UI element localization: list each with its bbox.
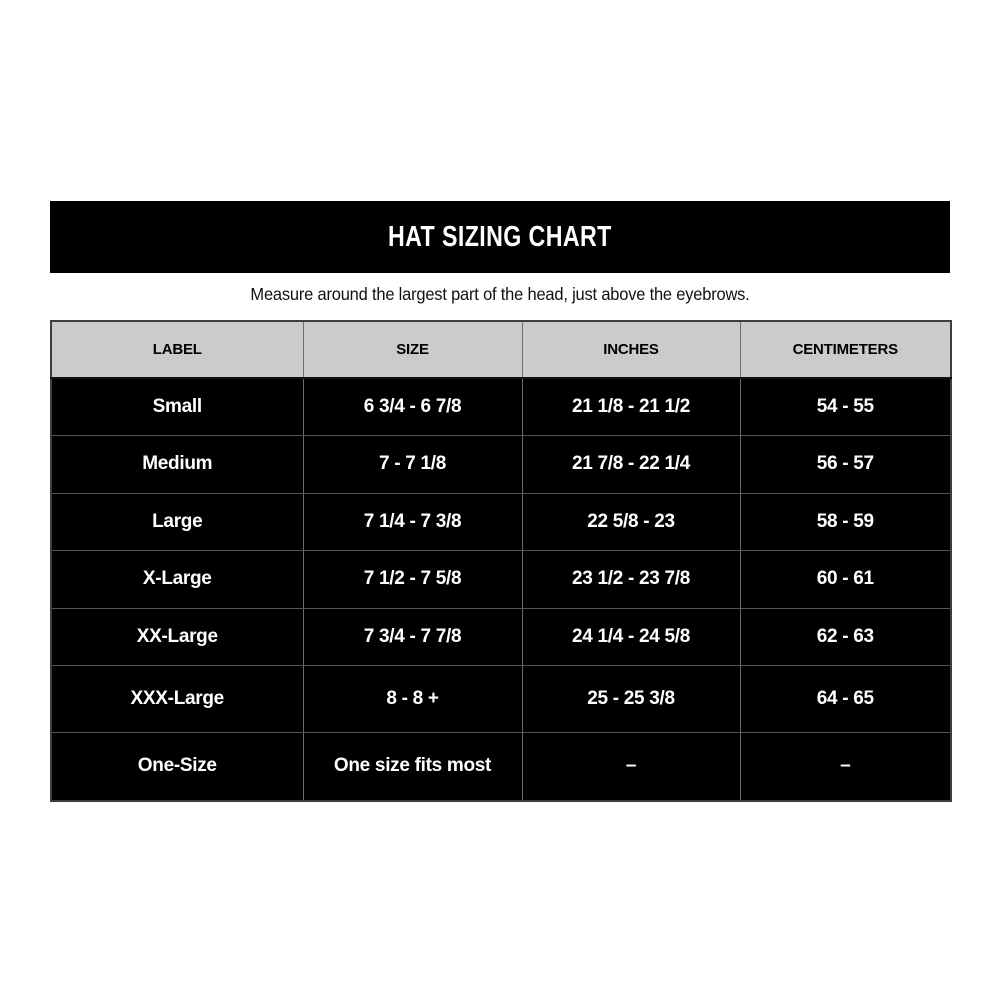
cell-inches: 25 - 25 3/8 [522,666,740,733]
cell-inches: – [522,733,740,801]
hat-size-table [50,320,952,802]
cell-size: 7 1/2 - 7 5/8 [303,551,522,609]
cell-centimeters: 64 - 65 [740,666,951,733]
cell-inches: 24 1/4 - 24 5/8 [522,608,740,666]
cell-label: Small [51,378,303,436]
cell-label: XX-Large [51,608,303,666]
table-header-row [51,321,951,378]
cell-label: Large [51,493,303,551]
cell-label: X-Large [51,551,303,609]
cell-centimeters: 60 - 61 [740,551,951,609]
cell-centimeters: 58 - 59 [740,493,951,551]
header-centimeters: CENTIMETERS [740,321,951,378]
cell-size: 8 - 8 + [303,666,522,733]
table-row-one-size [51,733,951,801]
cell-size: 7 3/4 - 7 7/8 [303,608,522,666]
page-title: HAT SIZING CHART [388,220,612,253]
cell-size: 7 1/4 - 7 3/8 [303,493,522,551]
header-size: SIZE [303,321,522,378]
cell-size: 7 - 7 1/8 [303,436,522,494]
table-row-xxx-large [51,666,951,733]
measure-instruction: Measure around the largest part of the head, just above the eyebrows. [250,284,750,304]
cell-centimeters: – [740,733,951,801]
table-row-x-large [51,551,951,609]
cell-inches: 22 5/8 - 23 [522,493,740,551]
cell-inches: 21 7/8 - 22 1/4 [522,436,740,494]
cell-label: One-Size [51,733,303,801]
cell-size: 6 3/4 - 6 7/8 [303,378,522,436]
table-row-medium [51,436,951,494]
cell-size: One size fits most [303,733,522,801]
table-row-large [51,493,951,551]
cell-label: XXX-Large [51,666,303,733]
header-inches: INCHES [522,321,740,378]
cell-centimeters: 62 - 63 [740,608,951,666]
cell-inches: 21 1/8 - 21 1/2 [522,378,740,436]
cell-inches: 23 1/2 - 23 7/8 [522,551,740,609]
cell-centimeters: 56 - 57 [740,436,951,494]
cell-label: Medium [51,436,303,494]
cell-centimeters: 54 - 55 [740,378,951,436]
table-row-small [51,378,951,436]
table-row-xx-large [51,608,951,666]
header-label: LABEL [51,321,303,378]
title-banner [50,201,950,273]
